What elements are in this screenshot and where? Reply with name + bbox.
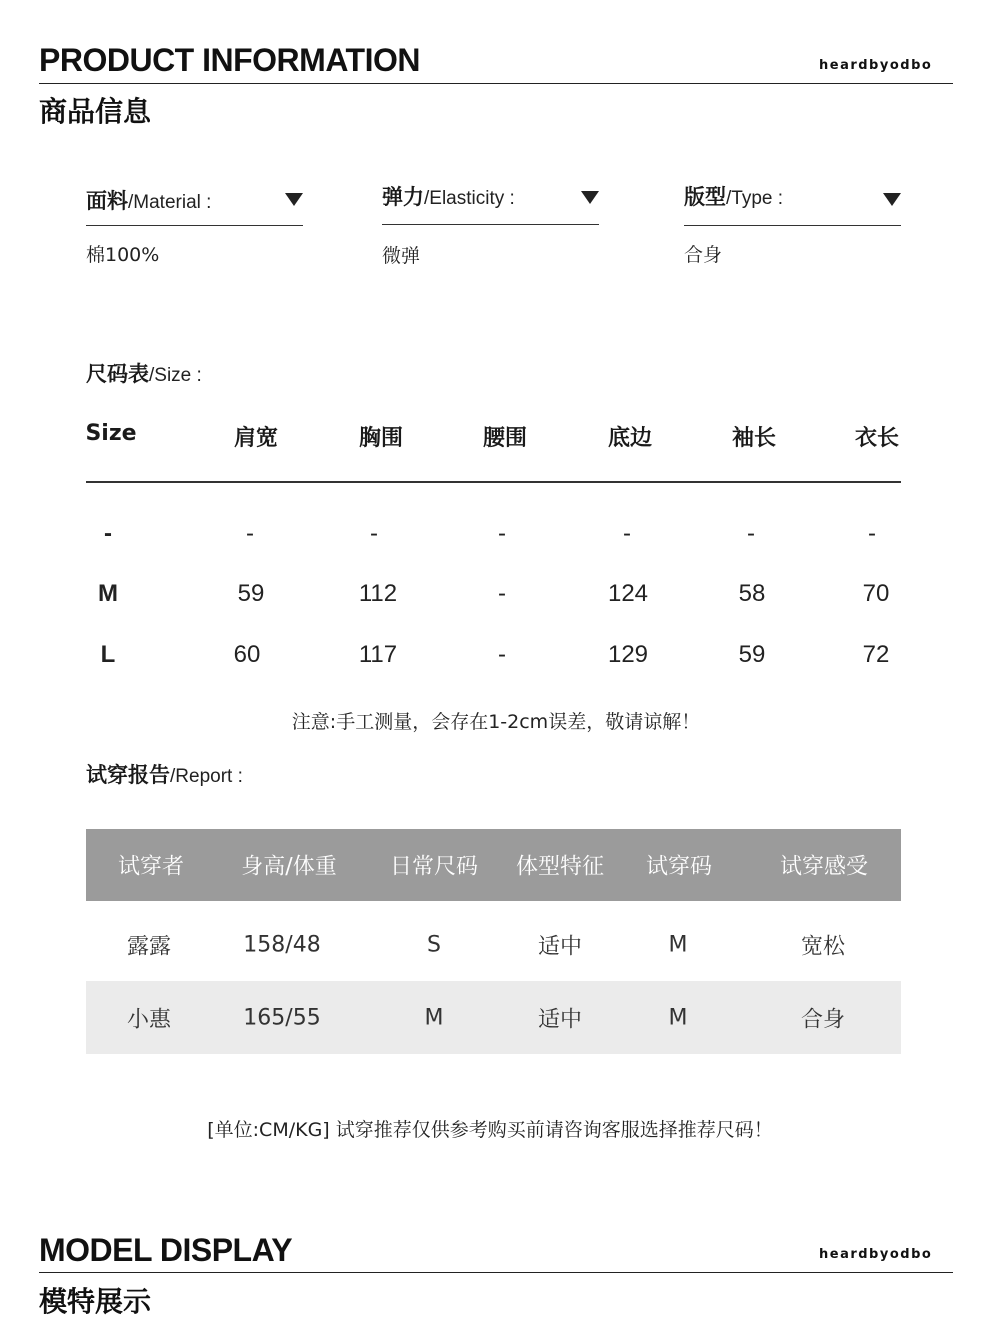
report-cell: 宽松 [800,934,846,960]
size-cell: - [498,641,506,668]
report-cell: 158/48 [243,932,321,958]
report-cell: 165/55 [243,1005,321,1031]
size-table-divider [86,481,901,483]
report-note: [单位:CM/KG] 试穿推荐仅供参考购买前请咨询客服选择推荐尺码！ [207,1119,773,1141]
size-cell: - [370,520,378,547]
type-value: 合身 [684,244,723,266]
report-cell: 适中 [537,1007,583,1033]
elasticity-underline [382,224,599,225]
elasticity-value: 微弹 [382,245,421,267]
size-header-cell: 腰围 [482,426,528,451]
report-label-en: /Report : [170,766,243,787]
size-cell: 59 [738,641,766,668]
elasticity-label [382,181,515,211]
report-cell: M [424,1005,444,1031]
report-section-label [86,759,243,789]
size-header-cell: 袖长 [731,426,777,451]
header-divider [39,1272,953,1273]
report-cell: M [668,932,688,958]
size-label-cn: 尺码表 [86,362,149,386]
report-cell: 适中 [537,934,583,960]
material-label-cn: 面料 [86,189,128,213]
size-cell: 112 [358,580,398,607]
type-label-cn: 版型 [684,185,726,209]
header-divider [39,83,953,84]
size-cell: - [498,520,506,547]
type-label [684,181,783,211]
report-cell: 合身 [800,1007,846,1033]
report-table-header [86,829,901,901]
size-cell: 59 [237,580,265,607]
size-header-cell: Size [85,421,137,446]
report-cell: M [668,1005,688,1031]
size-header-cell: 底边 [607,426,653,451]
product-info-subtitle: 商品信息 [39,95,152,128]
report-header-cell: 试穿者 [117,854,185,880]
table-row [86,907,901,980]
elasticity-label-en: /Elasticity : [424,188,515,209]
size-cell: - [623,520,631,547]
size-cell: - [104,520,112,547]
size-header-cell: 胸围 [358,426,404,451]
size-cell: 58 [738,580,766,607]
material-value: 棉100% [86,244,160,266]
size-cell: L [100,641,116,668]
brand-logo-text: heardbyodbo [819,1247,933,1262]
report-header-cell: 体型特征 [515,854,605,880]
report-header-cell: 身高/体重 [241,854,337,880]
size-header-cell: 肩宽 [233,426,279,451]
product-info-title: PRODUCT INFORMATION [39,42,420,78]
material-underline [86,225,303,226]
size-cell: - [498,580,506,607]
size-label-en: /Size : [149,365,202,386]
size-section-label [86,358,202,388]
chevron-down-icon [581,191,599,204]
brand-logo-text: heardbyodbo [819,58,933,73]
size-cell: 129 [607,641,649,668]
size-note: 注意:手工测量，会存在1-2cm误差，敬请谅解！ [291,711,701,733]
size-header-cell: 衣长 [854,426,900,451]
report-cell: 小惠 [126,1007,172,1033]
report-header-cell: 日常尺码 [389,854,479,880]
type-underline [684,225,901,226]
size-cell: - [246,520,254,547]
size-cell: M [98,580,118,607]
report-header-cell: 试穿码 [645,854,713,880]
type-label-en: /Type : [726,188,784,209]
size-cell: 124 [607,580,649,607]
size-cell: - [747,520,755,547]
report-label-cn: 试穿报告 [86,763,170,787]
chevron-down-icon [285,193,303,206]
size-cell: 72 [862,641,890,668]
report-cell: S [427,932,441,958]
report-cell: 露露 [126,934,172,960]
size-cell: 60 [233,641,261,668]
model-display-title: MODEL DISPLAY [39,1232,293,1268]
size-cell: 117 [358,641,398,668]
report-header-cell: 试穿感受 [779,854,869,880]
material-label-en: /Material : [128,192,212,213]
size-cell: 70 [862,580,890,607]
table-row [86,981,901,1054]
material-label [86,185,211,215]
chevron-down-icon [883,193,901,206]
size-cell: - [868,520,876,547]
elasticity-label-cn: 弹力 [382,185,424,209]
model-display-subtitle: 模特展示 [39,1285,152,1318]
